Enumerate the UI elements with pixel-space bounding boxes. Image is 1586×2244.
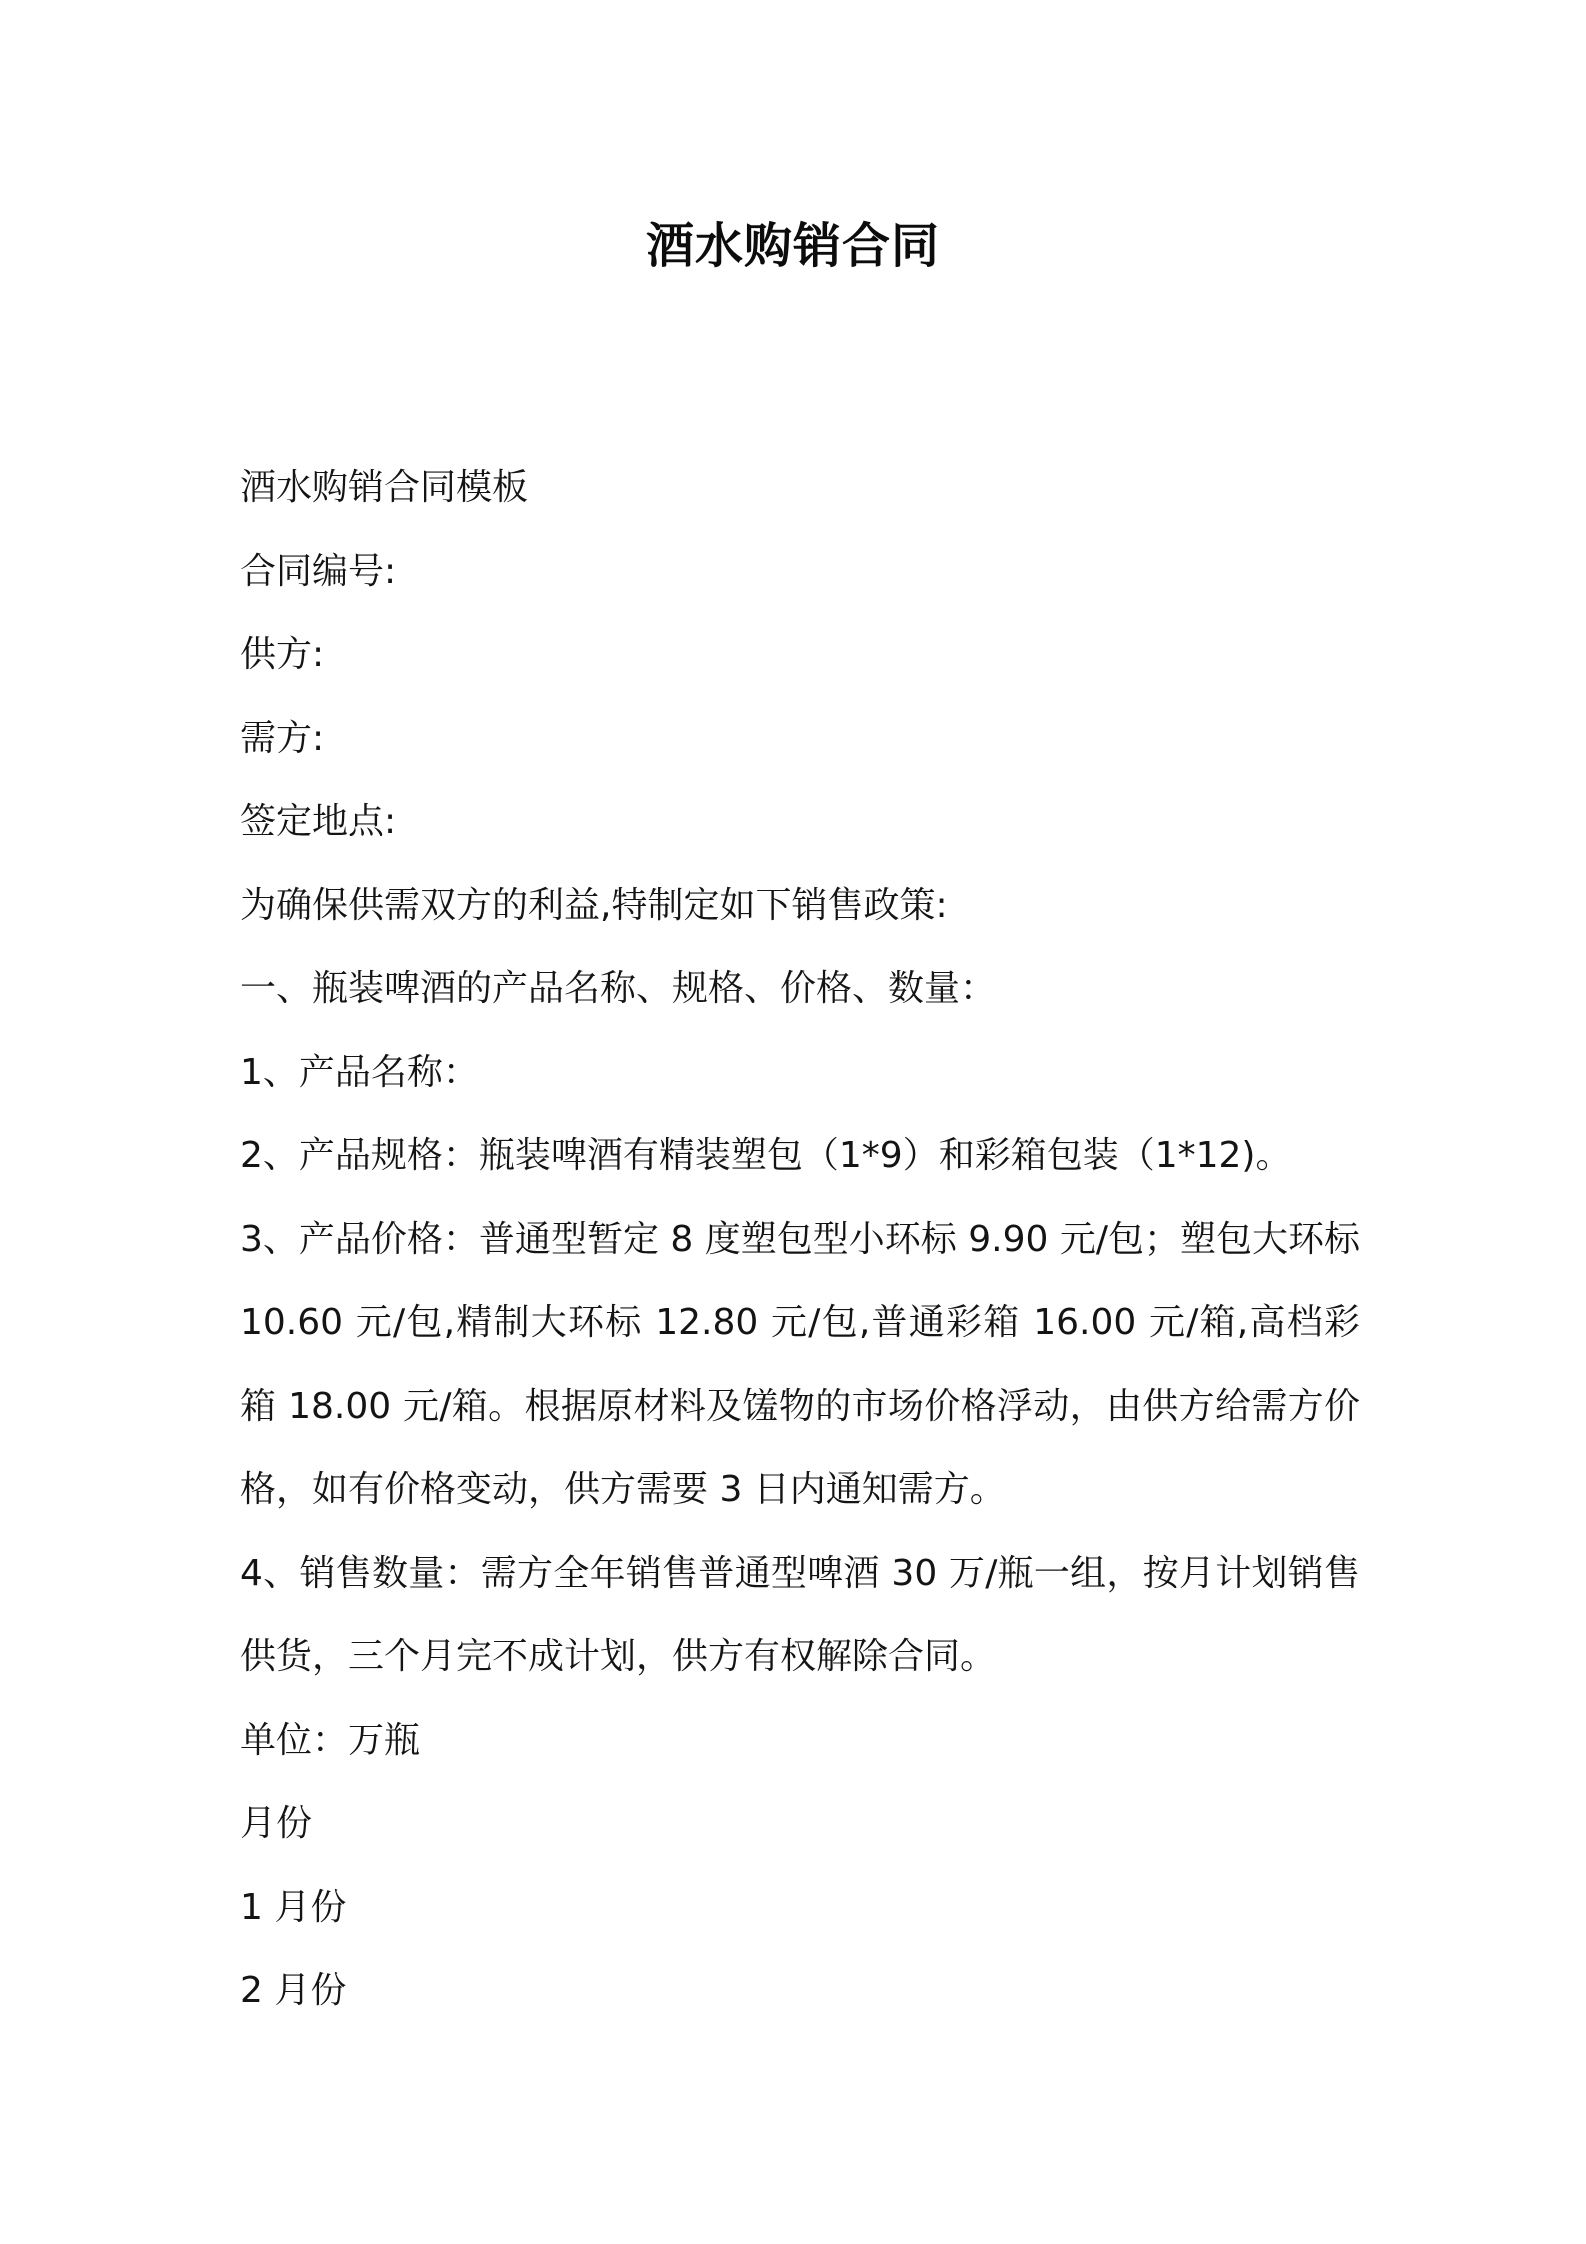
signing-place-field: 签定地点: [240,801,397,842]
supplier-field: 供方: [240,634,325,675]
document-title: 酒水购销合同 [645,218,940,274]
clause-product-spec: 2、产品规格：瓶装啤酒有精装塑包（1*9）和彩箱包装（1*12)。 [240,1135,1292,1176]
contract-number-field: 合同编号: [240,550,397,592]
unit-label: 单位：万瓶 [240,1719,421,1761]
section-heading-1: 一、瓶装啤酒的产品名称、规格、价格、数量： [240,968,997,1009]
buyer-field: 需方: [240,717,325,759]
clause-sales-quantity: 4、销售数量：需方全年销售普通型啤酒 30 万/瓶一组，按月计划销售供货，三个月完不成计划，供方有权解除合同。 [240,1552,1360,1677]
month-row: 1 月份 [240,1886,347,1928]
policy-intro: 为确保供需双方的利益,特制定如下销售政策: [240,884,948,926]
clause-product-name: 1、产品名称： [240,1051,479,1093]
month-row: 2 月份 [240,1970,347,2011]
clause-product-price: 3、产品价格：普通型暂定 8 度塑包型小环标 9.90 元/包；塑包大环标 10.60 元/包,精制大环标 12.80 元/包,普通彩箱 16.00 元/箱,高档彩箱 18.00 元/箱。根据原材料及馐物的市场价格浮动，由供方给需方价格，如有价格变动，供方需要 3 日内通知需方。 [240,1218,1360,1510]
month-header: 月份 [240,1803,313,1844]
template-heading: 酒水购销合同模板 [240,467,529,508]
document-body [240,446,1360,2033]
